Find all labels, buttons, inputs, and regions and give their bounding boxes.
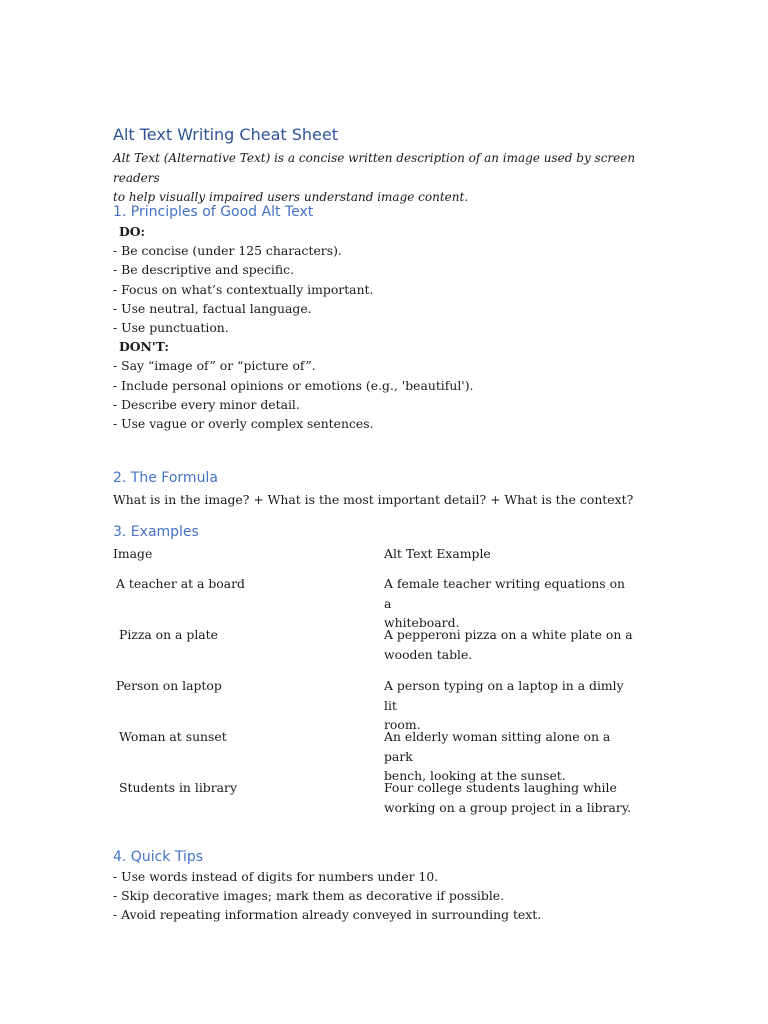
tips-heading: 4. Quick Tips [113, 849, 204, 865]
intro-line-1: Alt Text (Alternative Text) is a concise written description of an image used by screen readers [113, 151, 636, 185]
formula-section [113, 468, 633, 509]
alt-text-line: whiteboard. [384, 615, 460, 631]
alt-text-line: Four college students laughing while [384, 780, 617, 795]
image-cell: Person on laptop [116, 678, 222, 693]
alt-text-cell [384, 676, 634, 735]
tip-item: - Use words instead of digits for numbers under 10. [113, 869, 439, 884]
intro-line-2: to help visually impaired users understand image content. [113, 190, 469, 204]
dont-item: - Include personal opinions or emotions (e.g., 'beautiful'). [113, 377, 474, 393]
alt-text-line: wooden table. [384, 646, 473, 662]
alt-text-cell [384, 625, 634, 664]
column-header-alt-text: Alt Text Example [384, 546, 491, 561]
alt-text-line: A person typing on a laptop in a dimly lit [384, 678, 624, 713]
tip-item: - Skip decorative images; mark them as decorative if possible. [113, 888, 505, 904]
tips-section [113, 847, 541, 925]
alt-text-line: room. [384, 717, 421, 733]
document-title: Alt Text Writing Cheat Sheet [113, 125, 338, 144]
alt-text-line: bench, looking at the sunset. [384, 768, 566, 784]
column-header-image: Image [113, 546, 153, 561]
dont-item: - Describe every minor detail. [113, 396, 300, 412]
alt-text-line: A pepperoni pizza on a white plate on a [384, 627, 633, 642]
examples-heading: 3. Examples [113, 524, 199, 540]
table-row [113, 676, 673, 733]
do-label: DO: [119, 224, 146, 239]
image-cell: A teacher at a board [116, 576, 245, 591]
alt-text-line: A female teacher writing equations on a [384, 576, 626, 611]
do-item: - Focus on what’s contextually important. [113, 281, 374, 297]
alt-text-cell [384, 727, 634, 786]
image-cell: Students in library [119, 780, 237, 795]
do-item: - Use neutral, factual language. [113, 300, 312, 316]
tip-item: - Avoid repeating information already conveyed in surrounding text. [113, 907, 542, 923]
do-item: - Be descriptive and specific. [113, 262, 295, 278]
document-page [113, 124, 673, 923]
dont-label: DON'T: [119, 339, 170, 355]
alt-text-line: working on a group project in a library. [384, 799, 632, 815]
alt-text-cell [384, 574, 634, 633]
do-item: - Use punctuation. [113, 320, 229, 336]
principles-heading: 1. Principles of Good Alt Text [113, 204, 314, 220]
examples-table-header [113, 542, 673, 574]
alt-text-line: An elderly woman sitting alone on a park [384, 729, 611, 764]
formula-heading: 2. The Formula [113, 470, 218, 486]
dont-item: - Say “image of” or “picture of”. [113, 358, 316, 374]
dont-item: - Use vague or overly complex sentences. [113, 416, 374, 432]
do-item: - Be concise (under 125 characters). [113, 243, 342, 259]
principles-section [113, 202, 473, 433]
alt-text-cell [384, 778, 634, 817]
table-row [113, 778, 673, 829]
table-row [113, 574, 673, 631]
examples-section [113, 522, 673, 829]
table-row [113, 727, 673, 784]
image-cell: Woman at sunset [119, 729, 227, 744]
image-cell: Pizza on a plate [119, 627, 218, 642]
formula-text: What is in the image? + What is the most important detail? + What is the context? [113, 492, 634, 507]
table-row [113, 625, 673, 676]
